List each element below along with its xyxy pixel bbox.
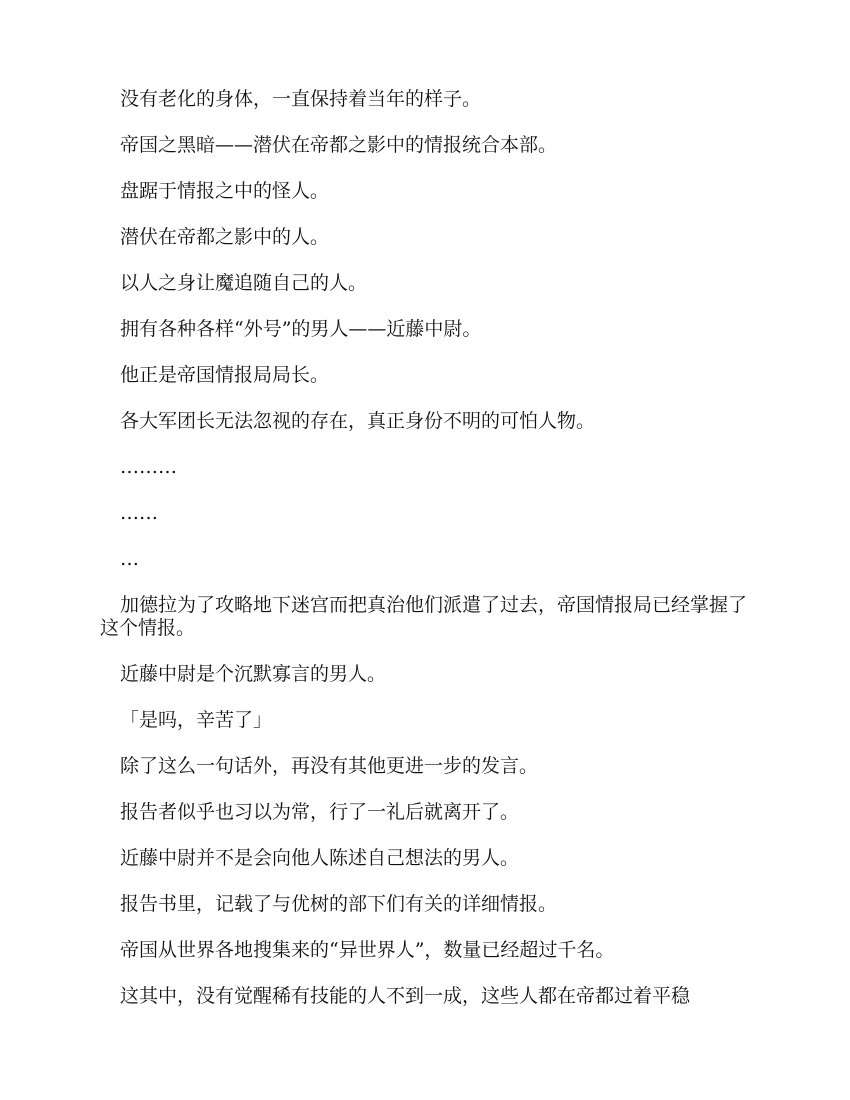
dialogue-line: 「是吗，辛苦了」 <box>120 709 273 731</box>
paragraph: 帝国从世界各地搜集来的“异世界人”，数量已经超过千名。 <box>120 939 615 961</box>
paragraph: 除了这么一句话外，再没有其他更进一步的发言。 <box>120 755 539 777</box>
ellipsis-line: … <box>120 548 139 570</box>
paragraph: 盘踞于情报之中的怪人。 <box>120 180 330 202</box>
paragraph: 他正是帝国情报局局长。 <box>120 364 330 386</box>
paragraph: 这其中，没有觉醒稀有技能的人不到一成，这些人都在帝都过着平稳 <box>120 985 691 1007</box>
ellipsis-line: ……… <box>120 456 177 478</box>
paragraph: 潜伏在帝都之影中的人。 <box>120 226 330 248</box>
paragraph: 报告书里，记载了与优树的部下们有关的详细情报。 <box>120 893 558 915</box>
paragraph: 报告者似乎也习以为常，行了一礼后就离开了。 <box>120 801 520 823</box>
paragraph: 以人之身让魔追随自己的人。 <box>120 272 368 294</box>
paragraph: 近藤中尉并不是会向他人陈述自己想法的男人。 <box>120 847 520 869</box>
ellipsis-line: …… <box>120 502 158 524</box>
paragraph: 帝国之黑暗——潜伏在帝都之影中的情报统合本部。 <box>120 134 558 156</box>
paragraph: 各大军团长无法忽视的存在，真正身份不明的可怕人物。 <box>120 410 596 432</box>
paragraph: 拥有各种各样“外号”的男人——近藤中尉。 <box>120 318 482 340</box>
paragraph: 加德拉为了攻略地下迷宫而把真治他们派遣了过去，帝国情报局已经掌握了这个情报。 <box>100 594 748 639</box>
paragraph: 没有老化的身体，一直保持着当年的样子。 <box>120 88 482 110</box>
paragraph: 近藤中尉是个沉默寡言的男人。 <box>120 663 387 685</box>
